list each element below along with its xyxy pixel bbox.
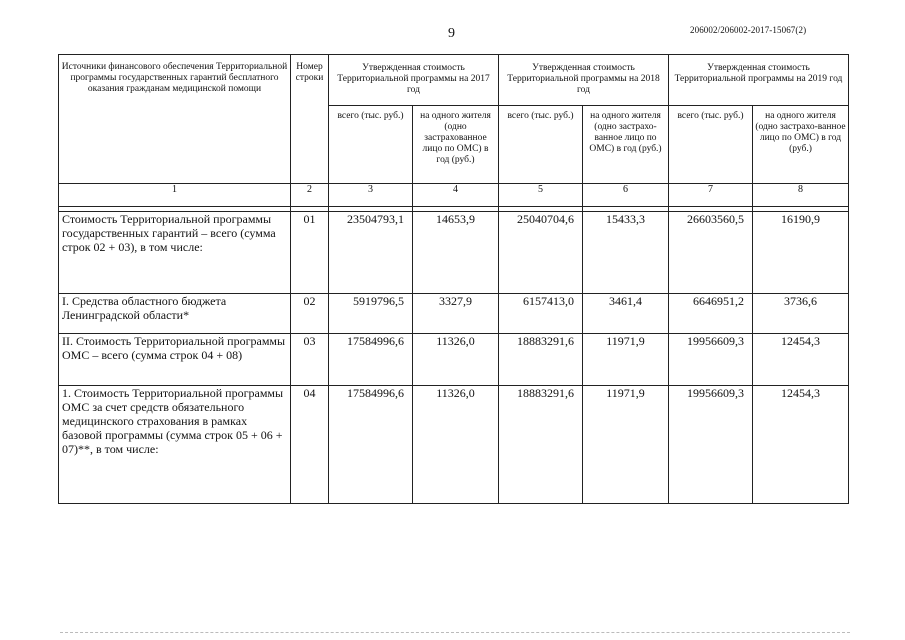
column-number: 7 (669, 184, 753, 207)
page-cut-line (60, 632, 850, 633)
header-row-number: Номер строки (291, 55, 329, 184)
value-2019-total: 19956609,3 (669, 386, 753, 504)
table-row (59, 334, 849, 386)
column-number: 2 (291, 184, 329, 207)
column-number: 4 (413, 184, 499, 207)
document-id: 206002/206002-2017-15067(2) (690, 25, 807, 35)
value-2019-per-person: 16190,9 (753, 212, 849, 294)
column-numbers-row (59, 184, 849, 207)
header-group-2017: Утвержденная стоимость Территориальной программы на 2017 год (329, 55, 499, 106)
header-group-2019: Утвержденная стоимость Территориальной программы на 2019 год (669, 55, 849, 106)
value-2018-total: 6157413,0 (499, 294, 583, 334)
header-2018-per-person: на одного жителя (одно застрахо-ванное лицо по ОМС) в год (руб.) (583, 106, 669, 184)
column-number: 6 (583, 184, 669, 207)
value-2018-per-person: 11971,9 (583, 386, 669, 504)
header-group-2018: Утвержденная стоимость Территориальной программы на 2018 год (499, 55, 669, 106)
value-2019-per-person: 12454,3 (753, 334, 849, 386)
value-2018-per-person: 3461,4 (583, 294, 669, 334)
value-2019-total: 26603560,5 (669, 212, 753, 294)
row-name: 1. Стоимость Территориальной программы ОМС за счет средств обязательного медицинского страхования в рамках базовой программы (сумма строк 05 + 06 + 07)**, в том числе: (59, 386, 291, 504)
column-number: 5 (499, 184, 583, 207)
value-2017-total: 5919796,5 (329, 294, 413, 334)
header-2017-total: всего (тыс. руб.) (329, 106, 413, 184)
value-2019-per-person: 3736,6 (753, 294, 849, 334)
row-code: 03 (291, 334, 329, 386)
header-2019-total: всего (тыс. руб.) (669, 106, 753, 184)
header-2019-per-person: на одного жителя (одно застрахо-ванное лицо по ОМС) в год (руб.) (753, 106, 849, 184)
value-2018-total: 18883291,6 (499, 386, 583, 504)
column-number: 1 (59, 184, 291, 207)
value-2017-per-person: 11326,0 (413, 386, 499, 504)
row-code: 02 (291, 294, 329, 334)
value-2017-per-person: 11326,0 (413, 334, 499, 386)
cost-table (58, 54, 849, 504)
column-number: 3 (329, 184, 413, 207)
value-2017-total: 17584996,6 (329, 334, 413, 386)
header-2017-per-person: на одного жителя (одно застрахованное лицо по ОМС) в год (руб.) (413, 106, 499, 184)
value-2018-total: 25040704,6 (499, 212, 583, 294)
row-name: II. Стоимость Территориальной программы ОМС – всего (сумма строк 04 + 08) (59, 334, 291, 386)
value-2017-total: 23504793,1 (329, 212, 413, 294)
value-2019-total: 19956609,3 (669, 334, 753, 386)
value-2018-per-person: 15433,3 (583, 212, 669, 294)
header-2018-total: всего (тыс. руб.) (499, 106, 583, 184)
row-name: I. Средства областного бюджета Ленинградской области* (59, 294, 291, 334)
value-2017-total: 17584996,6 (329, 386, 413, 504)
column-number: 8 (753, 184, 849, 207)
value-2019-total: 6646951,2 (669, 294, 753, 334)
row-code: 01 (291, 212, 329, 294)
table-row (59, 212, 849, 294)
table-row (59, 386, 849, 504)
row-code: 04 (291, 386, 329, 504)
value-2018-per-person: 11971,9 (583, 334, 669, 386)
table-row (59, 294, 849, 334)
value-2018-total: 18883291,6 (499, 334, 583, 386)
value-2017-per-person: 3327,9 (413, 294, 499, 334)
value-2019-per-person: 12454,3 (753, 386, 849, 504)
header-source: Источники финансового обеспечения Территориальной программы государственных гарантий бесплатного оказания гражданам медицинской помощи (59, 55, 291, 184)
value-2017-per-person: 14653,9 (413, 212, 499, 294)
row-name: Стоимость Территориальной программы государственных гарантий – всего (сумма строк 02 + 03), в том числе: (59, 212, 291, 294)
page-number: 9 (448, 26, 455, 41)
